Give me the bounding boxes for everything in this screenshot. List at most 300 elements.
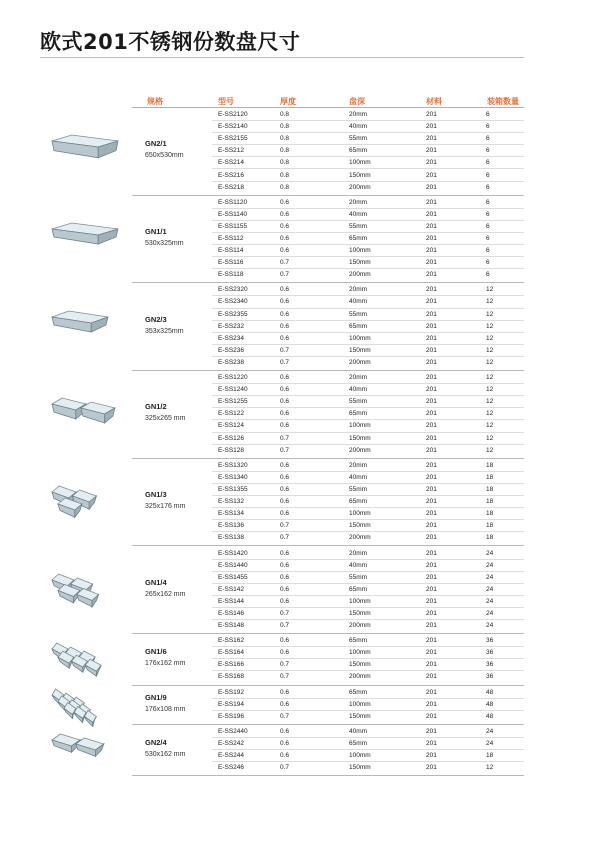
thickness-cell: 0.6 — [280, 649, 290, 657]
material-cell: 201 — [426, 752, 437, 760]
pack-qty-cell: 48 — [486, 700, 494, 708]
material-cell: 201 — [426, 210, 437, 218]
model-cell: E-SS1120 — [218, 198, 248, 206]
model-cell: E-SS1155 — [218, 222, 248, 230]
depth-cell: 100mm — [349, 422, 371, 430]
material-cell: 201 — [426, 346, 437, 354]
depth-cell: 40mm — [349, 298, 368, 306]
model-cell: E-SS128 — [218, 446, 245, 454]
depth-cell: 55mm — [349, 135, 368, 143]
depth-cell: 65mm — [349, 585, 368, 593]
model-cell: E-SS2155 — [218, 135, 248, 143]
thickness-cell: 0.8 — [280, 147, 290, 155]
spec-group — [132, 725, 524, 776]
pack-qty-cell: 12 — [486, 374, 494, 382]
depth-cell: 100mm — [349, 247, 371, 255]
thickness-cell: 0.7 — [280, 673, 290, 681]
pack-qty-cell: 18 — [486, 485, 494, 493]
thickness-cell: 0.6 — [280, 485, 290, 493]
thickness-cell: 0.6 — [280, 739, 290, 747]
pack-qty-cell: 12 — [486, 298, 494, 306]
thickness-cell: 0.6 — [280, 247, 290, 255]
material-cell: 201 — [426, 549, 437, 557]
table-row — [212, 647, 524, 659]
model-cell: E-SS2355 — [218, 310, 248, 318]
depth-cell: 20mm — [349, 198, 368, 206]
depth-cell: 40mm — [349, 386, 368, 394]
model-cell: E-SS124 — [218, 422, 245, 430]
material-cell: 201 — [426, 271, 437, 279]
model-cell: E-SS2140 — [218, 123, 248, 131]
thickness-cell: 0.6 — [280, 597, 290, 605]
depth-cell: 150mm — [349, 610, 371, 617]
depth-cell: 40mm — [349, 727, 368, 735]
group-size: 325x265 mm — [145, 415, 186, 423]
model-cell: E-SS1440 — [218, 561, 248, 569]
thickness-cell: 0.8 — [280, 135, 290, 143]
model-cell: E-SS116 — [218, 259, 244, 267]
model-cell: E-SS1255 — [218, 398, 248, 406]
material-cell: 201 — [426, 498, 437, 506]
model-cell: E-SS122 — [218, 410, 245, 418]
pack-qty-cell: 12 — [486, 310, 494, 318]
depth-cell: 200mm — [349, 446, 371, 454]
pack-qty-cell: 24 — [486, 622, 494, 630]
table-row — [212, 121, 524, 133]
table-row — [212, 726, 524, 738]
gn-pan-icon — [44, 560, 124, 620]
model-cell: E-SS232 — [218, 322, 245, 330]
table-row — [212, 659, 524, 671]
model-cell: E-SS1355 — [218, 485, 248, 493]
material-cell: 201 — [426, 597, 437, 605]
table-row — [212, 372, 524, 384]
model-cell: E-SS144 — [218, 597, 245, 605]
thickness-cell: 0.7 — [280, 764, 290, 772]
material-cell: 201 — [426, 622, 437, 630]
material-cell: 201 — [426, 322, 437, 330]
material-cell: 201 — [426, 334, 437, 342]
table-row — [212, 157, 524, 169]
thickness-cell: 0.6 — [280, 752, 290, 760]
table-row — [212, 671, 524, 683]
pack-qty-cell: 12 — [486, 346, 494, 354]
model-cell: E-SS142 — [218, 585, 245, 593]
model-cell: E-SS212 — [218, 147, 245, 155]
thickness-cell: 0.6 — [280, 688, 290, 696]
table-row — [212, 460, 524, 472]
material-cell: 201 — [426, 111, 437, 118]
material-cell: 201 — [426, 171, 437, 179]
model-cell: E-SS118 — [218, 271, 244, 279]
group-name: GN1/4 — [145, 577, 167, 587]
material-cell: 201 — [426, 286, 437, 294]
thickness-cell: 0.7 — [280, 622, 290, 630]
material-cell: 201 — [426, 727, 437, 735]
material-cell: 201 — [426, 198, 437, 206]
thickness-cell: 0.7 — [280, 534, 290, 542]
pack-qty-cell: 12 — [486, 358, 494, 366]
model-cell: E-SS216 — [218, 171, 245, 179]
pack-qty-cell: 18 — [486, 534, 494, 542]
depth-cell: 65mm — [349, 322, 368, 330]
thickness-cell: 0.6 — [280, 298, 290, 306]
group-name: GN1/6 — [145, 647, 167, 657]
thickness-cell: 0.6 — [280, 585, 290, 593]
depth-cell: 20mm — [349, 461, 368, 469]
table-row — [212, 699, 524, 711]
material-cell: 201 — [426, 534, 437, 542]
depth-cell: 200mm — [349, 358, 371, 366]
table-row — [212, 762, 524, 774]
material-cell: 201 — [426, 764, 437, 772]
table-row — [212, 711, 524, 723]
spec-group — [132, 108, 524, 196]
thickness-cell: 0.6 — [280, 410, 290, 418]
pack-qty-cell: 48 — [486, 688, 494, 696]
thickness-cell: 0.6 — [280, 334, 290, 342]
thickness-cell: 0.7 — [280, 358, 290, 366]
model-cell: E-SS1240 — [218, 386, 248, 394]
pack-qty-cell: 24 — [486, 727, 494, 735]
table-row — [212, 145, 524, 157]
model-cell: E-SS242 — [218, 739, 245, 747]
table-row — [212, 548, 524, 560]
thickness-cell: 0.6 — [280, 473, 290, 481]
material-cell: 201 — [426, 461, 437, 469]
pack-qty-cell: 6 — [486, 123, 490, 131]
table-row — [212, 170, 524, 182]
depth-cell: 55mm — [349, 485, 368, 493]
model-cell: E-SS148 — [218, 622, 245, 630]
model-cell: E-SS1340 — [218, 473, 248, 481]
group-size: 650x530mm — [145, 152, 184, 160]
group-size: 530x325mm — [145, 240, 184, 248]
group-name: GN1/1 — [145, 227, 167, 237]
thickness-cell: 0.8 — [280, 111, 290, 118]
pack-qty-cell: 6 — [486, 111, 490, 118]
group-name: GN2/3 — [145, 314, 167, 324]
depth-cell: 20mm — [349, 286, 368, 294]
depth-cell: 100mm — [349, 510, 371, 518]
material-cell: 201 — [426, 386, 437, 394]
pack-qty-cell: 24 — [486, 585, 494, 593]
table-row — [212, 321, 524, 333]
spec-group — [132, 547, 524, 635]
depth-cell: 20mm — [349, 111, 368, 118]
thickness-cell: 0.7 — [280, 271, 290, 279]
depth-cell: 65mm — [349, 688, 368, 696]
depth-cell: 55mm — [349, 310, 368, 318]
material-cell: 201 — [426, 573, 437, 581]
table-row — [212, 596, 524, 608]
model-cell: E-SS136 — [218, 522, 245, 530]
material-cell: 201 — [426, 637, 437, 645]
thickness-cell: 0.7 — [280, 610, 290, 617]
group-size: 176x108 mm — [145, 705, 186, 713]
material-cell: 201 — [426, 522, 437, 530]
depth-cell: 200mm — [349, 622, 371, 630]
table-row — [212, 221, 524, 233]
title-divider — [40, 57, 524, 58]
thickness-cell: 0.6 — [280, 198, 290, 206]
pack-qty-cell: 18 — [486, 461, 494, 469]
pack-qty-cell: 36 — [486, 649, 494, 657]
table-row — [212, 257, 524, 269]
table-row — [212, 209, 524, 221]
model-cell: E-SS114 — [218, 247, 244, 255]
model-cell: E-SS166 — [218, 661, 245, 669]
depth-cell: 100mm — [349, 334, 371, 342]
material-cell: 201 — [426, 561, 437, 569]
table-row — [212, 572, 524, 584]
material-cell: 201 — [426, 159, 437, 167]
depth-cell: 40mm — [349, 561, 368, 569]
material-cell: 201 — [426, 739, 437, 747]
model-cell: E-SS192 — [218, 688, 245, 696]
gn-pan-icon — [44, 472, 124, 532]
model-cell: E-SS1420 — [218, 549, 248, 557]
material-cell: 201 — [426, 700, 437, 708]
header-model: 型号 — [218, 97, 234, 106]
model-cell: E-SS2120 — [218, 111, 248, 118]
table-row — [212, 520, 524, 532]
depth-cell: 150mm — [349, 346, 371, 354]
thickness-cell: 0.7 — [280, 259, 290, 267]
pack-qty-cell: 6 — [486, 135, 490, 143]
header-spec: 规格 — [147, 97, 163, 106]
table-row — [212, 296, 524, 308]
table-row — [212, 408, 524, 420]
material-cell: 201 — [426, 673, 437, 681]
depth-cell: 100mm — [349, 597, 371, 605]
table-row — [212, 309, 524, 321]
table-row — [212, 750, 524, 762]
thickness-cell: 0.6 — [280, 374, 290, 382]
material-cell: 201 — [426, 147, 437, 155]
depth-cell: 40mm — [349, 210, 368, 218]
depth-cell: 150mm — [349, 522, 371, 530]
table-row — [212, 620, 524, 632]
table-row — [212, 420, 524, 432]
thickness-cell: 0.6 — [280, 561, 290, 569]
model-cell: E-SS1455 — [218, 573, 248, 581]
material-cell: 201 — [426, 661, 437, 669]
depth-cell: 65mm — [349, 410, 368, 418]
group-name: GN2/4 — [145, 738, 167, 748]
depth-cell: 100mm — [349, 700, 371, 708]
pack-qty-cell: 18 — [486, 752, 494, 760]
pack-qty-cell: 12 — [486, 386, 494, 394]
depth-cell: 40mm — [349, 473, 368, 481]
group-size: 176x162 mm — [145, 660, 186, 668]
model-cell: E-SS2340 — [218, 298, 248, 306]
spec-group — [132, 196, 524, 284]
thickness-cell: 0.8 — [280, 171, 290, 179]
pack-qty-cell: 36 — [486, 637, 494, 645]
table-row — [212, 233, 524, 245]
gn-pan-icon — [44, 384, 124, 444]
depth-cell: 200mm — [349, 183, 371, 191]
pack-qty-cell: 18 — [486, 498, 494, 506]
depth-cell: 40mm — [349, 123, 368, 131]
pack-qty-cell: 24 — [486, 597, 494, 605]
gn-pan-icon — [44, 720, 124, 780]
model-cell: E-SS196 — [218, 712, 245, 720]
model-cell: E-SS132 — [218, 498, 245, 506]
thickness-cell: 0.7 — [280, 446, 290, 454]
thickness-cell: 0.7 — [280, 346, 290, 354]
depth-cell: 150mm — [349, 661, 371, 669]
material-cell: 201 — [426, 510, 437, 518]
pack-qty-cell: 6 — [486, 210, 490, 218]
model-cell: E-SS214 — [218, 159, 245, 167]
table-row — [212, 484, 524, 496]
material-cell: 201 — [426, 234, 437, 242]
depth-cell: 150mm — [349, 171, 371, 179]
table-row — [212, 532, 524, 544]
table-row — [212, 345, 524, 357]
thickness-cell: 0.6 — [280, 573, 290, 581]
spec-group — [132, 686, 524, 725]
group-name: GN1/2 — [145, 402, 167, 412]
thickness-cell: 0.6 — [280, 310, 290, 318]
depth-cell: 65mm — [349, 234, 368, 242]
table-row — [212, 384, 524, 396]
material-cell: 201 — [426, 398, 437, 406]
model-cell: E-SS246 — [218, 764, 245, 772]
thickness-cell: 0.7 — [280, 712, 290, 720]
material-cell: 201 — [426, 485, 437, 493]
thickness-cell: 0.7 — [280, 661, 290, 669]
table-row — [212, 445, 524, 457]
depth-cell: 150mm — [349, 434, 371, 442]
model-cell: E-SS134 — [218, 510, 245, 518]
material-cell: 201 — [426, 358, 437, 366]
thickness-cell: 0.6 — [280, 386, 290, 394]
pack-qty-cell: 36 — [486, 661, 494, 669]
material-cell: 201 — [426, 183, 437, 191]
material-cell: 201 — [426, 135, 437, 143]
header-material: 材料 — [426, 97, 442, 106]
group-size: 265x162 mm — [145, 590, 186, 598]
depth-cell: 65mm — [349, 637, 368, 645]
thickness-cell: 0.6 — [280, 286, 290, 294]
pack-qty-cell: 12 — [486, 764, 494, 772]
table-row — [212, 245, 524, 257]
model-cell: E-SS2320 — [218, 286, 248, 294]
table-row — [212, 508, 524, 520]
pack-qty-cell: 36 — [486, 673, 494, 681]
table-row — [212, 433, 524, 445]
table-row — [212, 584, 524, 596]
model-cell: E-SS126 — [218, 434, 245, 442]
model-cell: E-SS2440 — [218, 727, 248, 735]
group-size: 530x162 mm — [145, 751, 186, 759]
table-row — [212, 357, 524, 369]
pack-qty-cell: 12 — [486, 398, 494, 406]
model-cell: E-SS194 — [218, 700, 245, 708]
thickness-cell: 0.8 — [280, 159, 290, 167]
pack-qty-cell: 12 — [486, 410, 494, 418]
thickness-cell: 0.6 — [280, 510, 290, 518]
group-size: 353x325mm — [145, 327, 184, 335]
table-row — [212, 109, 524, 121]
depth-cell: 100mm — [349, 649, 371, 657]
thickness-cell: 0.6 — [280, 234, 290, 242]
pack-qty-cell: 6 — [486, 171, 490, 179]
model-cell: E-SS218 — [218, 183, 245, 191]
pack-qty-cell: 6 — [486, 259, 490, 267]
header-depth: 盘深 — [349, 97, 365, 106]
header-thickness: 厚度 — [280, 97, 296, 106]
depth-cell: 150mm — [349, 712, 371, 720]
table-row — [212, 738, 524, 750]
thickness-cell: 0.6 — [280, 727, 290, 735]
depth-cell: 150mm — [349, 259, 371, 267]
pack-qty-cell: 12 — [486, 422, 494, 430]
gn-pan-icon — [44, 121, 124, 181]
spec-group — [132, 459, 524, 547]
group-name: GN1/9 — [145, 692, 167, 702]
pack-qty-cell: 48 — [486, 712, 494, 720]
group-name: GN2/1 — [145, 139, 167, 149]
model-cell: E-SS162 — [218, 637, 245, 645]
depth-cell: 200mm — [349, 534, 371, 542]
material-cell: 201 — [426, 247, 437, 255]
material-cell: 201 — [426, 374, 437, 382]
thickness-cell: 0.6 — [280, 222, 290, 230]
model-cell: E-SS138 — [218, 534, 245, 542]
gn-pan-icon — [44, 209, 124, 269]
depth-cell: 65mm — [349, 739, 368, 747]
model-cell: E-SS146 — [218, 610, 245, 617]
depth-cell: 100mm — [349, 752, 371, 760]
material-cell: 201 — [426, 585, 437, 593]
page-title: 欧式201不锈钢份数盘尺寸 — [40, 30, 301, 54]
material-cell: 201 — [426, 410, 437, 418]
pack-qty-cell: 12 — [486, 322, 494, 330]
pack-qty-cell: 6 — [486, 271, 490, 279]
table-row — [212, 269, 524, 281]
model-cell: E-SS236 — [218, 346, 245, 354]
pack-qty-cell: 12 — [486, 446, 494, 454]
model-cell: E-SS164 — [218, 649, 245, 657]
table-row — [212, 608, 524, 620]
thickness-cell: 0.6 — [280, 700, 290, 708]
material-cell: 201 — [426, 446, 437, 454]
thickness-cell: 0.8 — [280, 123, 290, 131]
pack-qty-cell: 12 — [486, 434, 494, 442]
pack-qty-cell: 24 — [486, 573, 494, 581]
depth-cell: 20mm — [349, 374, 368, 382]
thickness-cell: 0.8 — [280, 183, 290, 191]
table-row — [212, 197, 524, 209]
depth-cell: 150mm — [349, 764, 371, 772]
pack-qty-cell: 18 — [486, 473, 494, 481]
depth-cell: 65mm — [349, 498, 368, 506]
table-row — [212, 333, 524, 345]
table-row — [212, 472, 524, 484]
material-cell: 201 — [426, 649, 437, 657]
material-cell: 201 — [426, 298, 437, 306]
thickness-cell: 0.6 — [280, 322, 290, 330]
spec-group — [132, 634, 524, 685]
pack-qty-cell: 24 — [486, 610, 494, 617]
depth-cell: 20mm — [349, 549, 368, 557]
table-row — [212, 284, 524, 296]
pack-qty-cell: 6 — [486, 222, 490, 230]
